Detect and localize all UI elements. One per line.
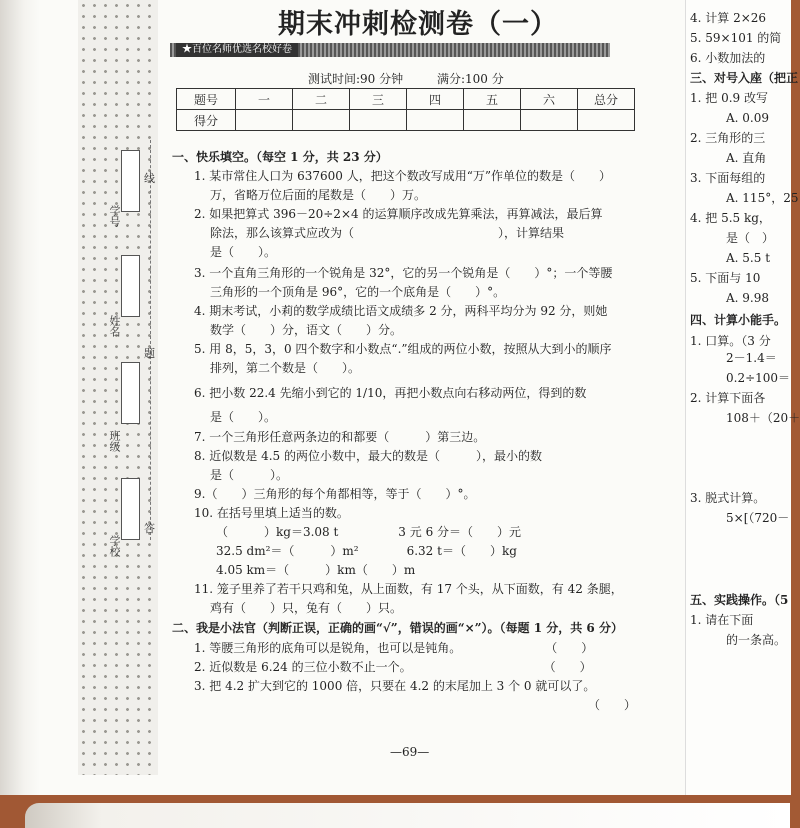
banner-strip — [170, 43, 610, 57]
name-label: 姓名 — [108, 315, 121, 337]
right-line: 的一条高。 — [726, 633, 787, 647]
right-line: 5. 下面与 10 — [690, 271, 761, 285]
exam-time: 测试时间:90 分钟 — [308, 72, 404, 86]
class-label: 班级 — [108, 430, 121, 452]
score-header: 一 — [236, 89, 293, 110]
question-line: 1. 等腰三角形的底角可以是锐角，也可以是钝角。 （ ） — [194, 641, 594, 655]
right-line: 是（ ） — [726, 231, 775, 245]
score-header: 六 — [521, 89, 578, 110]
right-section-heading: 三、对号入座（把正 — [690, 71, 799, 85]
question-line: 鸡有（ ）只，兔有（ ）只。 — [210, 601, 403, 615]
question-line: 是（ ）。 — [210, 468, 289, 482]
question-line: 三角形的一个顶角是 96°，它的一个底角是（ ）°。 — [210, 285, 506, 299]
next-page-strip — [0, 795, 790, 828]
score-header: 四 — [407, 89, 464, 110]
question-line: 2. 近似数是 6.24 的三位小数不止一个。 （ ） — [194, 660, 592, 674]
question-line: 7. 一个三角形任意两条边的和都要（ ）第三边。 — [194, 430, 486, 444]
score-cell[interactable] — [407, 110, 464, 131]
binding-area — [96, 0, 158, 775]
question-line: 是（ ）。 — [210, 245, 277, 259]
right-line: A. 115°，25 — [726, 191, 799, 205]
score-header: 三 — [350, 89, 407, 110]
right-line: 1. 口算。（3 分 — [690, 334, 771, 348]
question-line: 11. 笼子里养了若干只鸡和兔，从上面数，有 17 个头，从下面数，有 42 条腿， — [194, 582, 623, 596]
student-id-label: 学号 — [108, 205, 121, 227]
banner-text: ★百位名师优选名校好卷 — [176, 43, 298, 57]
right-section-heading: 四、计算小能手。 — [690, 313, 787, 327]
right-line: A. 直角 — [726, 151, 767, 165]
school-label: 学校 — [108, 535, 121, 557]
right-page — [685, 0, 800, 795]
exam-meta — [308, 70, 534, 87]
right-line: 2. 计算下面各 — [690, 391, 766, 405]
binding-dashed-line — [150, 140, 151, 540]
right-line: 5×[（720－ — [726, 511, 790, 525]
section-heading: 二、我是小法官（判断正误，正确的画“√”，错误的画“×”）。（每题 1 分，共 6 分） — [172, 621, 623, 635]
score-cell[interactable] — [464, 110, 521, 131]
right-line: 0.2÷100＝ — [726, 371, 791, 385]
right-line: A. 9.98 — [726, 291, 770, 305]
exam-paper — [158, 0, 685, 780]
next-page-edge — [25, 803, 790, 828]
question-line: 排列，第二个数是（ ）。 — [210, 361, 361, 375]
right-section-heading: 五、实践操作。（5 — [690, 593, 789, 607]
binding-mark-line: 线 — [144, 172, 155, 185]
right-line: A. 5.5 t — [726, 251, 771, 265]
page-number: —69— — [390, 745, 430, 759]
right-line: 2－1.4＝ — [726, 351, 777, 365]
binding-mark-answer: 答 — [144, 522, 155, 535]
score-header: 二 — [293, 89, 350, 110]
question-line: 万，省略万位后面的尾数是（ ）万。 — [210, 188, 427, 202]
score-row-label: 得分 — [177, 110, 236, 131]
question-line: 8. 近似数是 4.5 的两位小数中，最大的数是（ ），最小的数 — [194, 449, 542, 463]
right-line: 6. 小数加法的 — [690, 51, 766, 65]
name-box — [121, 255, 140, 317]
score-header: 题号 — [177, 89, 236, 110]
school-box — [121, 478, 140, 540]
exam-title: 期末冲刺检测卷（一） — [278, 9, 558, 40]
right-line: 108＋（20＋ — [726, 411, 800, 425]
score-cell[interactable] — [578, 110, 635, 131]
score-cell[interactable] — [350, 110, 407, 131]
question-line: 1. 某市常住人口为 637600 人，把这个数改写成用“万”作单位的数是（ ） — [194, 169, 611, 183]
right-line: 4. 计算 2×26 — [690, 11, 767, 25]
question-line: 3. 一个直角三角形的一个锐角是 32°，它的另一个锐角是（ ）°；一个等腰 — [194, 266, 613, 280]
score-header: 五 — [464, 89, 521, 110]
question-line: 10. 在括号里填上适当的数。 — [194, 506, 349, 520]
question-line: 32.5 dm²＝（ ）m² 6.32 t＝（ ）kg — [216, 544, 517, 558]
question-line: 除法，那么该算式应改为（ ），计算结果 — [210, 226, 565, 240]
question-line: 数学（ ）分，语文（ ）分。 — [210, 323, 403, 337]
right-line: A. 0.09 — [726, 111, 770, 125]
student-id-box — [121, 150, 140, 212]
right-line: 1. 把 0.9 改写 — [690, 91, 768, 105]
score-cell[interactable] — [236, 110, 293, 131]
right-line: 3. 脱式计算。 — [690, 491, 766, 505]
right-line: 4. 把 5.5 kg， — [690, 211, 771, 225]
page-curl — [0, 0, 40, 795]
question-line: 4. 期末考试，小莉的数学成绩比语文成绩多 2 分，两科平均分为 92 分，则她 — [194, 304, 608, 318]
class-box — [121, 362, 140, 424]
right-line: 3. 下面每组的 — [690, 171, 766, 185]
exam-full-score: 满分:100 分 — [436, 72, 504, 86]
question-line: 4.05 km＝（ ）km（ ）m — [216, 563, 416, 577]
score-cell[interactable] — [521, 110, 578, 131]
question-line: 是（ ）。 — [210, 410, 277, 424]
question-line: 2. 如果把算式 396－20÷2×4 的运算顺序改成先算乘法，再算减法，最后算 — [194, 207, 603, 221]
score-header: 总分 — [578, 89, 635, 110]
score-cell[interactable] — [293, 110, 350, 131]
question-line: 3. 把 4.2 扩大到它的 1000 倍，只要在 4.2 的末尾加上 3 个 0 就可以了。 — [194, 679, 596, 693]
right-line: 1. 请在下面 — [690, 613, 754, 627]
answer-paren: （ ） — [588, 698, 637, 712]
question-line: 5. 用 8，5，3，0 四个数字和小数点“.”组成的两位小数，按照从大到小的顺序 — [194, 342, 612, 356]
question-line: 9.（ ）三角形的每个角都相等，等于（ ）°。 — [194, 487, 476, 501]
question-line: 6. 把小数 22.4 先缩小到它的 1/10，再把小数点向右移动两位，得到的数 — [194, 386, 587, 400]
right-line: 2. 三角形的三 — [690, 131, 766, 145]
question-line: （ ）kg＝3.08 t 3 元 6 分＝（ ）元 — [216, 525, 522, 539]
binding-mark-question: 题 — [144, 347, 155, 360]
right-line: 5. 59×101 的简 — [690, 31, 782, 45]
score-table — [176, 88, 635, 131]
section-heading: 一、快乐填空。（每空 1 分，共 23 分） — [172, 150, 388, 164]
